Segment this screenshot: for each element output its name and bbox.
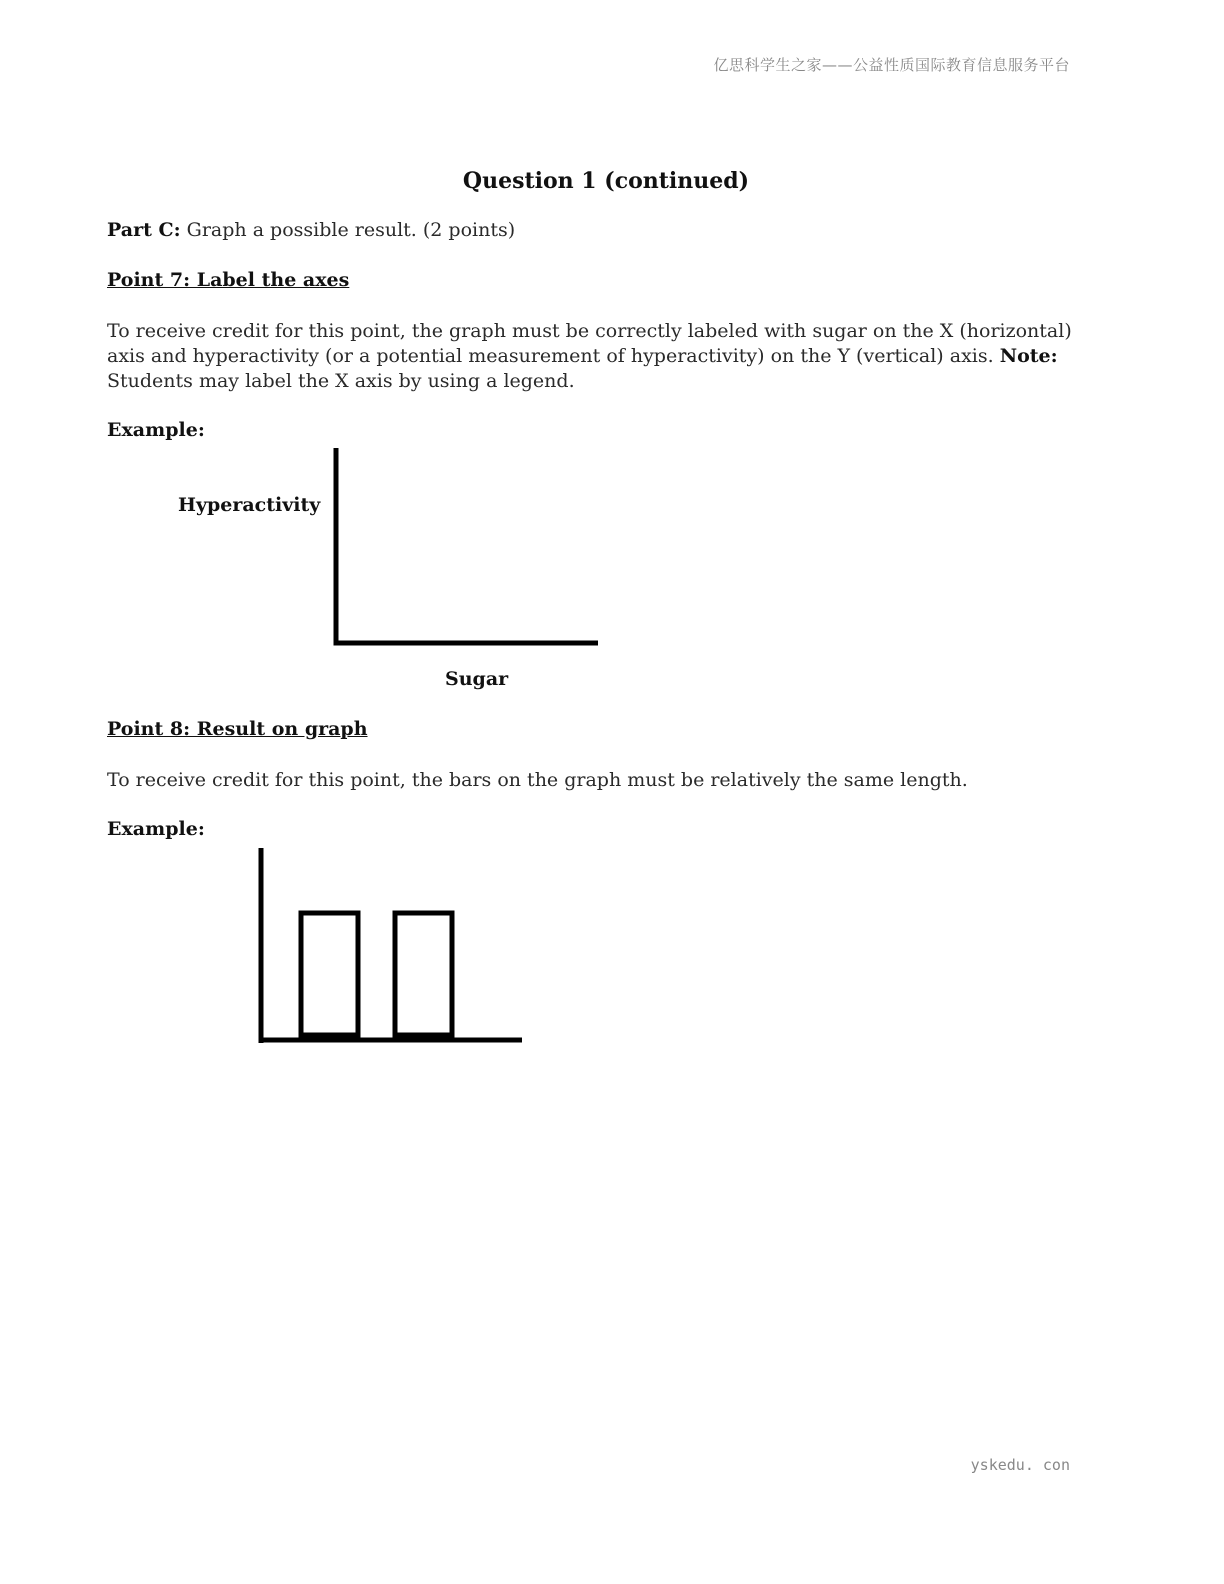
point7-text-after: Students may label the X axis by using a legend. — [107, 370, 575, 392]
point7-text-before: To receive credit for this point, the graph must be correctly labeled with sugar on the X (horizontal) axis and hyperactivity (or a potential measurement of hyperactivity) on the Y (vertical) axis. — [107, 320, 1072, 367]
bar-graph-figure — [255, 848, 527, 1046]
point7-example-label: Example: — [107, 419, 205, 441]
point8-heading: Point 8: Result on graph — [107, 718, 368, 740]
point7-note-label: Note: — [999, 345, 1058, 367]
point7-paragraph — [107, 319, 1107, 394]
point7-heading: Point 7: Label the axes — [107, 269, 350, 291]
part-c-line — [107, 219, 515, 241]
axes-figure — [330, 448, 602, 652]
y-axis-label: Hyperactivity — [178, 494, 321, 516]
header-watermark: 亿思科学生之家——公益性质国际教育信息服务平台 — [713, 56, 1070, 74]
x-axis-label: Sugar — [445, 668, 509, 690]
page-title: Question 1 (continued) — [462, 168, 750, 194]
point8-text: To receive credit for this point, the bars on the graph must be relatively the same length. — [107, 769, 968, 791]
point8-example-label: Example: — [107, 818, 205, 840]
part-c-label: Part C: — [107, 219, 181, 241]
bar-1 — [301, 913, 358, 1035]
footer-watermark: yskedu. con — [970, 1456, 1070, 1474]
bar-2 — [395, 913, 452, 1035]
part-c-text: Graph a possible result. (2 points) — [180, 219, 516, 241]
